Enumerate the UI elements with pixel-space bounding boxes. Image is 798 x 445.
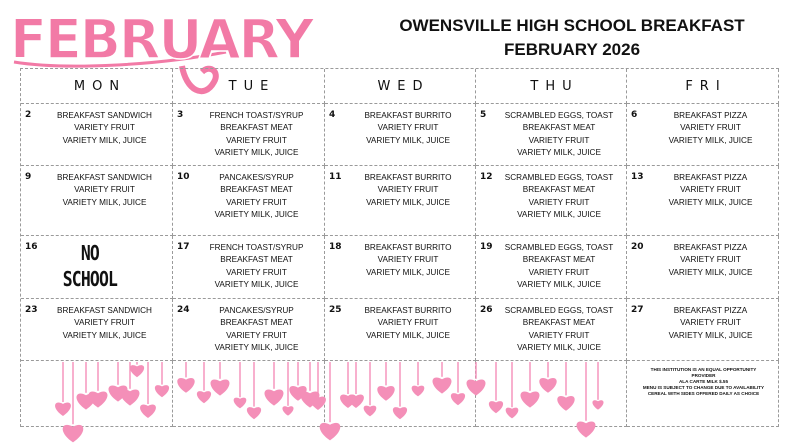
menu-item: VARIETY MILK, JUICE: [517, 343, 601, 353]
day-cell: [325, 166, 476, 236]
menu-item: VARIETY FRUIT: [226, 135, 287, 145]
menu-item: BREAKFAST PIZZA: [673, 243, 748, 252]
menu-items: [343, 110, 473, 147]
menu-item: BREAKFAST MEAT: [220, 123, 293, 133]
notice-line: PROVIDER: [691, 373, 716, 378]
menu-item: VARIETY MILK, JUICE: [366, 330, 450, 340]
menu-item: BREAKFAST SANDWICH: [57, 306, 152, 315]
day-cell: [173, 236, 325, 299]
menu-item: BREAKFAST MEAT: [522, 318, 596, 328]
decoration-cell: [173, 361, 325, 427]
day-cell: [476, 104, 627, 166]
menu-item: BREAKFAST MEAT: [522, 185, 596, 195]
day-number: 4: [329, 110, 336, 120]
header-school-title: OWENSVILLE HIGH SCHOOL BREAKFAST: [399, 16, 745, 35]
decoration-cell: [325, 361, 476, 427]
menu-item: SCRAMBLED EGGS, TOAST: [504, 243, 614, 252]
menu-item: VARIETY FRUIT: [680, 255, 741, 265]
menu-item: PANCAKES/SYRUP: [219, 173, 294, 182]
menu-items: [343, 172, 473, 209]
day-cell: [173, 299, 325, 361]
day-number: 18: [329, 242, 342, 252]
day-number: 11: [329, 172, 342, 182]
day-number: 25: [329, 305, 342, 315]
title-art-text: FEBRUARY: [10, 8, 313, 71]
menu-item: VARIETY MILK, JUICE: [668, 267, 753, 277]
menu-item: VARIETY MILK, JUICE: [62, 330, 147, 340]
menu-item: VARIETY FRUIT: [680, 185, 741, 195]
menu-items: [494, 110, 624, 160]
day-number: 24: [177, 305, 190, 315]
menu-items: [191, 242, 322, 292]
heart-icon: [63, 425, 84, 442]
menu-item: VARIETY FRUIT: [377, 255, 439, 265]
menu-items: [645, 305, 776, 342]
day-header-fri: FRI: [627, 69, 779, 104]
menu-item: BREAKFAST BURRITO: [364, 173, 452, 182]
menu-item: VARIETY FRUIT: [680, 123, 741, 133]
menu-items: [494, 242, 624, 292]
day-cell: [173, 104, 325, 166]
no-school-line: SCHOOL: [62, 267, 118, 291]
day-number: 2: [25, 110, 32, 120]
menu-item: VARIETY FRUIT: [528, 330, 590, 340]
menu-items: [645, 110, 776, 147]
day-number: 10: [177, 172, 190, 182]
notice-line: MENU IS SUBJECT TO CHANGE DUE TO AVAILABILITY: [642, 385, 765, 390]
menu-item: FRENCH TOAST/SYRUP: [209, 111, 304, 120]
day-cell: [627, 104, 779, 166]
menu-item: VARIETY FRUIT: [528, 267, 590, 277]
menu-item: VARIETY MILK, JUICE: [366, 197, 450, 207]
menu-item: SCRAMBLED EGGS, TOAST: [504, 111, 614, 120]
menu-item: BREAKFAST PIZZA: [673, 111, 748, 120]
menu-item: VARIETY MILK, JUICE: [517, 280, 601, 290]
day-cell: [627, 166, 779, 236]
menu-item: SCRAMBLED EGGS, TOAST: [504, 173, 614, 182]
menu-item: VARIETY MILK, JUICE: [668, 197, 753, 207]
menu-item: VARIETY MILK, JUICE: [668, 135, 753, 145]
notice-line: THIS INSTITUTION IS AN EQUAL OPPORTUNITY: [650, 367, 757, 372]
menu-items: [39, 305, 170, 342]
day-number: 17: [177, 242, 190, 252]
day-header-tue: TUE: [173, 69, 325, 104]
day-number: 16: [25, 242, 38, 252]
menu-item: FRENCH TOAST/SYRUP: [209, 243, 304, 252]
day-cell: [21, 104, 173, 166]
header-month: FEBRUARY 2026: [503, 40, 641, 59]
menu-item: VARIETY MILK, JUICE: [517, 148, 601, 158]
calendar-grid: [20, 68, 779, 427]
menu-items: [494, 305, 624, 355]
menu-items: [39, 172, 170, 209]
menu-item: VARIETY FRUIT: [74, 318, 135, 328]
menu-item: SCRAMBLED EGGS, TOAST: [504, 306, 614, 315]
menu-item: BREAKFAST MEAT: [220, 255, 293, 265]
no-school-label: [53, 240, 127, 292]
menu-item: VARIETY FRUIT: [377, 123, 439, 133]
menu-item: BREAKFAST MEAT: [220, 185, 293, 195]
day-number: 27: [631, 305, 644, 315]
day-cell: [627, 299, 779, 361]
menu-items: [343, 305, 473, 342]
day-number: 13: [631, 172, 644, 182]
day-number: 20: [631, 242, 644, 252]
menu-item: VARIETY FRUIT: [377, 318, 439, 328]
day-cell: [21, 166, 173, 236]
menu-item: VARIETY MILK, JUICE: [668, 330, 753, 340]
menu-item: VARIETY MILK, JUICE: [214, 280, 299, 290]
menu-item: VARIETY MILK, JUICE: [214, 343, 299, 353]
day-cell: [476, 236, 627, 299]
menu-item: VARIETY MILK, JUICE: [366, 135, 450, 145]
day-header-thu: THU: [476, 69, 627, 104]
menu-items: [645, 172, 776, 209]
menu-items: [343, 242, 473, 279]
menu-item: PANCAKES/SYRUP: [219, 306, 294, 315]
menu-item: VARIETY MILK, JUICE: [366, 267, 450, 277]
menu-item: VARIETY FRUIT: [226, 267, 287, 277]
decoration-cell: [21, 361, 173, 427]
day-number: 3: [177, 110, 184, 120]
day-cell: [325, 236, 476, 299]
day-number: 6: [631, 110, 638, 120]
day-cell: [476, 299, 627, 361]
menu-item: BREAKFAST PIZZA: [673, 173, 748, 182]
day-number: 19: [480, 242, 493, 252]
menu-items: [191, 172, 322, 222]
menu-items: [39, 110, 170, 147]
day-cell: [173, 166, 325, 236]
day-cell: [476, 166, 627, 236]
menu-item: BREAKFAST MEAT: [220, 318, 293, 328]
menu-item: BREAKFAST SANDWICH: [57, 173, 152, 182]
day-cell: [325, 299, 476, 361]
menu-item: VARIETY FRUIT: [74, 185, 135, 195]
notice-cell: [627, 361, 779, 427]
day-header-mon: MON: [21, 69, 173, 104]
menu-item: BREAKFAST MEAT: [522, 123, 596, 133]
day-number: 23: [25, 305, 38, 315]
menu-item: BREAKFAST PIZZA: [673, 306, 748, 315]
menu-item: VARIETY MILK, JUICE: [214, 210, 299, 220]
menu-items: [191, 305, 322, 355]
menu-item: VARIETY FRUIT: [74, 123, 135, 133]
menu-item: VARIETY MILK, JUICE: [62, 135, 147, 145]
notice-text: [633, 367, 774, 397]
menu-item: VARIETY MILK, JUICE: [62, 197, 147, 207]
menu-item: BREAKFAST BURRITO: [364, 243, 452, 252]
menu-item: BREAKFAST MEAT: [522, 255, 596, 265]
day-cell: [21, 236, 173, 299]
menu-item: VARIETY FRUIT: [680, 318, 741, 328]
notice-line: CEREAL WITH SIDES OFFERED DAILY AS CHOICE: [647, 391, 760, 396]
decoration-cell: [476, 361, 627, 427]
day-header-wed: WED: [325, 69, 476, 104]
menu-item: VARIETY MILK, JUICE: [517, 210, 601, 220]
menu-header: [382, 14, 762, 62]
menu-item: VARIETY FRUIT: [226, 330, 287, 340]
menu-item: VARIETY FRUIT: [528, 135, 590, 145]
day-cell: [325, 104, 476, 166]
day-number: 5: [480, 110, 487, 120]
menu-items: [645, 242, 776, 279]
menu-item: VARIETY FRUIT: [377, 185, 439, 195]
day-cell: [21, 299, 173, 361]
menu-item: VARIETY FRUIT: [528, 197, 590, 207]
menu-item: BREAKFAST SANDWICH: [57, 111, 152, 120]
notice-line: ALA CARTE MILK $.55: [678, 379, 729, 384]
menu-items: [191, 110, 322, 160]
day-number: 9: [25, 172, 32, 182]
day-number: 12: [480, 172, 493, 182]
day-number: 26: [480, 305, 493, 315]
no-school-line: NO: [80, 241, 99, 265]
menu-item: VARIETY FRUIT: [226, 197, 287, 207]
menu-item: BREAKFAST BURRITO: [364, 111, 452, 120]
menu-item: VARIETY MILK, JUICE: [214, 148, 299, 158]
menu-items: [494, 172, 624, 222]
menu-item: BREAKFAST BURRITO: [364, 306, 452, 315]
day-cell: [627, 236, 779, 299]
